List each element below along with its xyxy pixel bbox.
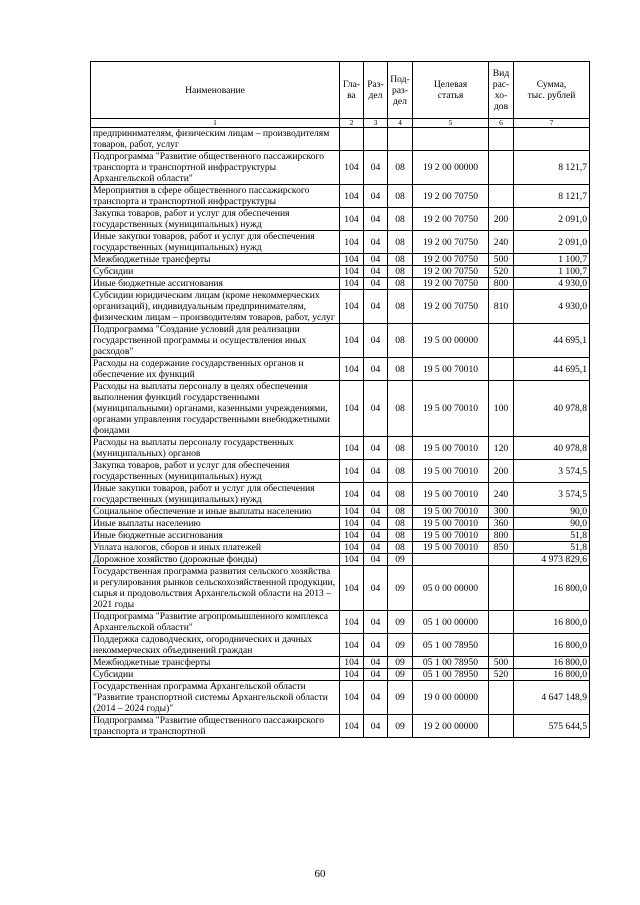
row-razdel: 04 — [364, 278, 388, 290]
row-summa: 3 574,5 — [514, 460, 590, 483]
header-vid: Вид рас- хо- дов — [489, 62, 514, 119]
table-row — [91, 290, 590, 324]
row-summa — [514, 128, 590, 151]
table-header-row — [91, 62, 590, 119]
row-vid: 800 — [489, 278, 514, 290]
row-glava: 104 — [340, 266, 364, 278]
row-podrazdel: 08 — [388, 483, 413, 506]
table-row — [91, 324, 590, 358]
col-number: 2 — [340, 119, 364, 128]
row-name: Субсидии юридическим лицам (кроме некоммерческих организаций), индивидуальным предпринимателям, физическим лицам – производителям товаров, работ, услуг — [91, 290, 340, 324]
table-row — [91, 566, 590, 611]
table-row — [91, 381, 590, 437]
row-summa: 4 930,0 — [514, 290, 590, 324]
row-glava: 104 — [340, 151, 364, 185]
row-summa: 90,0 — [514, 518, 590, 530]
row-razdel: 04 — [364, 358, 388, 381]
row-razdel: 04 — [364, 611, 388, 634]
row-glava: 104 — [340, 530, 364, 542]
row-razdel: 04 — [364, 518, 388, 530]
table-row — [91, 208, 590, 231]
row-glava: 104 — [340, 185, 364, 208]
row-glava: 104 — [340, 669, 364, 681]
row-razdel: 04 — [364, 185, 388, 208]
budget-table — [90, 61, 590, 738]
row-glava: 104 — [340, 566, 364, 611]
row-statya: 19 5 00 70010 — [413, 518, 489, 530]
row-statya: 19 2 00 70750 — [413, 231, 489, 254]
col-number: 1 — [91, 119, 340, 128]
row-name: Иные бюджетные ассигнования — [91, 530, 340, 542]
row-podrazdel: 09 — [388, 554, 413, 566]
row-name: Поддержка садоводческих, огороднических и дачных некоммерческих объединений граждан — [91, 634, 340, 657]
row-summa: 90,0 — [514, 506, 590, 518]
col-number: 3 — [364, 119, 388, 128]
row-name: Расходы на содержание государственных органов и обеспечение их функций — [91, 358, 340, 381]
row-name: предпринимателям, физическим лицам – производителям товаров, работ, услуг — [91, 128, 340, 151]
row-razdel: 04 — [364, 566, 388, 611]
table-row — [91, 151, 590, 185]
row-name: Государственная программа Архангельской области "Развитие транспортной системы Архангельской области (2014 – 2024 годы)" — [91, 681, 340, 715]
row-podrazdel: 08 — [388, 290, 413, 324]
row-statya: 05 0 00 00000 — [413, 566, 489, 611]
row-vid: 520 — [489, 669, 514, 681]
row-podrazdel: 09 — [388, 669, 413, 681]
row-summa: 16 800,0 — [514, 657, 590, 669]
row-vid — [489, 324, 514, 358]
row-name: Уплата налогов, сборов и иных платежей — [91, 542, 340, 554]
row-glava: 104 — [340, 518, 364, 530]
row-glava: 104 — [340, 278, 364, 290]
row-vid: 240 — [489, 483, 514, 506]
row-podrazdel: 08 — [388, 437, 413, 460]
row-podrazdel: 09 — [388, 681, 413, 715]
row-name: Закупка товаров, работ и услуг для обеспечения государственных (муниципальных) нужд — [91, 208, 340, 231]
row-podrazdel: 08 — [388, 151, 413, 185]
row-summa: 8 121,7 — [514, 151, 590, 185]
col-number: 6 — [489, 119, 514, 128]
row-name: Иные бюджетные ассигнования — [91, 278, 340, 290]
table-row — [91, 231, 590, 254]
row-glava — [340, 128, 364, 151]
row-razdel — [364, 128, 388, 151]
row-glava: 104 — [340, 634, 364, 657]
row-statya: 05 1 00 00000 — [413, 611, 489, 634]
row-glava: 104 — [340, 657, 364, 669]
col-number: 7 — [514, 119, 590, 128]
row-statya: 19 5 00 70010 — [413, 506, 489, 518]
row-glava: 104 — [340, 681, 364, 715]
row-razdel: 04 — [364, 290, 388, 324]
row-glava: 104 — [340, 324, 364, 358]
row-statya: 19 5 00 70010 — [413, 437, 489, 460]
row-summa: 44 695,1 — [514, 358, 590, 381]
row-podrazdel: 08 — [388, 460, 413, 483]
row-vid: 120 — [489, 437, 514, 460]
row-name: Социальное обеспечение и иные выплаты населению — [91, 506, 340, 518]
row-statya: 05 1 00 78950 — [413, 669, 489, 681]
row-razdel: 04 — [364, 151, 388, 185]
header-summa: Сумма, тыс. рублей — [514, 62, 590, 119]
row-statya — [413, 554, 489, 566]
row-statya: 19 2 00 00000 — [413, 151, 489, 185]
row-razdel: 04 — [364, 324, 388, 358]
row-statya: 19 2 00 70750 — [413, 185, 489, 208]
row-glava: 104 — [340, 231, 364, 254]
row-summa: 16 800,0 — [514, 634, 590, 657]
row-statya: 19 5 00 70010 — [413, 530, 489, 542]
table-row — [91, 460, 590, 483]
row-podrazdel: 08 — [388, 506, 413, 518]
row-statya: 19 2 00 70750 — [413, 266, 489, 278]
table-row — [91, 554, 590, 566]
row-statya: 19 5 00 70010 — [413, 381, 489, 437]
row-summa: 3 574,5 — [514, 483, 590, 506]
row-name: Государственная программа развития сельского хозяйства и регулирования рынков сельскохозяйственной продукции, сырья и продовольствия Архангельской области на 2013 – 2021 годы — [91, 566, 340, 611]
row-podrazdel: 08 — [388, 208, 413, 231]
row-razdel: 04 — [364, 231, 388, 254]
row-podrazdel: 08 — [388, 542, 413, 554]
row-glava: 104 — [340, 208, 364, 231]
table-row — [91, 483, 590, 506]
row-name: Межбюджетные трансферты — [91, 254, 340, 266]
row-vid — [489, 151, 514, 185]
row-podrazdel: 08 — [388, 530, 413, 542]
row-name: Подпрограмма "Развитие агропромышленного комплекса Архангельской области" — [91, 611, 340, 634]
row-vid: 520 — [489, 266, 514, 278]
table-row — [91, 530, 590, 542]
row-statya: 19 2 00 70750 — [413, 254, 489, 266]
row-summa: 16 800,0 — [514, 566, 590, 611]
row-summa: 40 978,8 — [514, 437, 590, 460]
row-razdel: 04 — [364, 266, 388, 278]
table-row — [91, 254, 590, 266]
header-name: Наименование — [91, 62, 340, 119]
table-row — [91, 358, 590, 381]
row-statya: 05 1 00 78950 — [413, 657, 489, 669]
table-row — [91, 437, 590, 460]
row-podrazdel: 08 — [388, 254, 413, 266]
row-vid — [489, 128, 514, 151]
row-glava: 104 — [340, 483, 364, 506]
row-name: Межбюджетные трансферты — [91, 657, 340, 669]
row-vid: 200 — [489, 208, 514, 231]
row-podrazdel: 09 — [388, 715, 413, 738]
row-statya: 19 5 00 00000 — [413, 324, 489, 358]
header-razdel: Раз- дел — [364, 62, 388, 119]
row-podrazdel: 08 — [388, 266, 413, 278]
row-vid: 300 — [489, 506, 514, 518]
row-summa: 4 930,0 — [514, 278, 590, 290]
row-summa: 16 800,0 — [514, 669, 590, 681]
table-row — [91, 506, 590, 518]
row-glava: 104 — [340, 715, 364, 738]
row-razdel: 04 — [364, 208, 388, 231]
row-summa: 51,8 — [514, 530, 590, 542]
row-vid — [489, 611, 514, 634]
row-podrazdel: 08 — [388, 278, 413, 290]
row-razdel: 04 — [364, 530, 388, 542]
row-statya: 19 5 00 70010 — [413, 358, 489, 381]
row-statya: 05 1 00 78950 — [413, 634, 489, 657]
row-vid — [489, 185, 514, 208]
row-podrazdel: 08 — [388, 518, 413, 530]
row-razdel: 04 — [364, 381, 388, 437]
row-razdel: 04 — [364, 483, 388, 506]
row-name: Подпрограмма "Создание условий для реализации государственной программы и осуществления иных расходов" — [91, 324, 340, 358]
row-name: Иные закупки товаров, работ и услуг для обеспечения государственных (муниципальных) нужд — [91, 231, 340, 254]
row-summa: 4 973 829,6 — [514, 554, 590, 566]
page-number: 60 — [314, 868, 326, 880]
row-name: Подпрограмма "Развитие общественного пассажирского транспорта и транспортной — [91, 715, 340, 738]
row-vid: 500 — [489, 254, 514, 266]
row-vid: 850 — [489, 542, 514, 554]
row-vid — [489, 715, 514, 738]
table-body — [91, 128, 590, 738]
table-row — [91, 669, 590, 681]
row-statya: 19 2 00 70750 — [413, 290, 489, 324]
table-row — [91, 634, 590, 657]
row-podrazdel: 09 — [388, 657, 413, 669]
row-vid — [489, 554, 514, 566]
row-name: Расходы на выплаты персоналу государственных (муниципальных) органов — [91, 437, 340, 460]
row-summa: 40 978,8 — [514, 381, 590, 437]
table-row — [91, 681, 590, 715]
row-podrazdel: 08 — [388, 231, 413, 254]
table-row — [91, 715, 590, 738]
header-podrazdel: Под- раз- дел — [388, 62, 413, 119]
row-glava: 104 — [340, 437, 364, 460]
row-statya: 19 5 00 70010 — [413, 483, 489, 506]
row-statya — [413, 128, 489, 151]
row-summa: 4 647 148,9 — [514, 681, 590, 715]
row-razdel: 04 — [364, 542, 388, 554]
row-summa: 1 100,7 — [514, 266, 590, 278]
row-podrazdel: 09 — [388, 566, 413, 611]
row-statya: 19 2 00 70750 — [413, 278, 489, 290]
row-razdel: 04 — [364, 506, 388, 518]
col-number: 4 — [388, 119, 413, 128]
table-row — [91, 657, 590, 669]
row-glava: 104 — [340, 554, 364, 566]
row-vid: 360 — [489, 518, 514, 530]
row-name: Субсидии — [91, 266, 340, 278]
row-podrazdel: 09 — [388, 634, 413, 657]
table-row — [91, 542, 590, 554]
row-glava: 104 — [340, 460, 364, 483]
table-row — [91, 518, 590, 530]
row-razdel: 04 — [364, 437, 388, 460]
row-name: Иные выплаты населению — [91, 518, 340, 530]
row-razdel: 04 — [364, 657, 388, 669]
row-razdel: 04 — [364, 715, 388, 738]
row-podrazdel — [388, 128, 413, 151]
row-razdel: 04 — [364, 681, 388, 715]
row-name: Мероприятия в сфере общественного пассажирского транспорта и транспортной инфраструктуры — [91, 185, 340, 208]
row-glava: 104 — [340, 542, 364, 554]
row-podrazdel: 08 — [388, 358, 413, 381]
row-vid: 810 — [489, 290, 514, 324]
row-vid — [489, 634, 514, 657]
row-summa: 575 644,5 — [514, 715, 590, 738]
header-glava: Гла- ва — [340, 62, 364, 119]
table-row — [91, 128, 590, 151]
row-vid: 800 — [489, 530, 514, 542]
row-summa: 1 100,7 — [514, 254, 590, 266]
row-razdel: 04 — [364, 634, 388, 657]
row-name: Закупка товаров, работ и услуг для обеспечения государственных (муниципальных) нужд — [91, 460, 340, 483]
row-vid — [489, 681, 514, 715]
row-glava: 104 — [340, 506, 364, 518]
row-vid: 100 — [489, 381, 514, 437]
row-name: Подпрограмма "Развитие общественного пассажирского транспорта и транспортной инфраструктуры Архангельской области" — [91, 151, 340, 185]
row-podrazdel: 08 — [388, 324, 413, 358]
row-podrazdel: 09 — [388, 611, 413, 634]
row-vid: 240 — [489, 231, 514, 254]
row-summa: 2 091,0 — [514, 231, 590, 254]
table-row — [91, 278, 590, 290]
row-vid: 200 — [489, 460, 514, 483]
row-razdel: 04 — [364, 254, 388, 266]
col-number: 5 — [413, 119, 489, 128]
column-number-row — [91, 119, 590, 128]
row-glava: 104 — [340, 290, 364, 324]
row-podrazdel: 08 — [388, 381, 413, 437]
row-statya: 19 5 00 70010 — [413, 542, 489, 554]
row-name: Субсидии — [91, 669, 340, 681]
row-summa: 16 800,0 — [514, 611, 590, 634]
row-name: Дорожное хозяйство (дорожные фонды) — [91, 554, 340, 566]
row-vid — [489, 358, 514, 381]
row-razdel: 04 — [364, 460, 388, 483]
row-razdel: 04 — [364, 669, 388, 681]
row-vid — [489, 566, 514, 611]
row-name: Расходы на выплаты персоналу в целях обеспечения выполнения функций государственными (муниципальными) органами, казенными учреждениями, органами управления государственными внебюджетными фондами — [91, 381, 340, 437]
row-statya: 19 0 00 00000 — [413, 681, 489, 715]
table-row — [91, 611, 590, 634]
row-glava: 104 — [340, 381, 364, 437]
row-summa: 8 121,7 — [514, 185, 590, 208]
table-row — [91, 185, 590, 208]
row-summa: 51,8 — [514, 542, 590, 554]
row-razdel: 04 — [364, 554, 388, 566]
row-glava: 104 — [340, 254, 364, 266]
row-podrazdel: 08 — [388, 185, 413, 208]
row-glava: 104 — [340, 611, 364, 634]
row-glava: 104 — [340, 358, 364, 381]
row-statya: 19 2 00 70750 — [413, 208, 489, 231]
header-statya: Целевая статья — [413, 62, 489, 119]
row-name: Иные закупки товаров, работ и услуг для обеспечения государственных (муниципальных) нужд — [91, 483, 340, 506]
row-summa: 2 091,0 — [514, 208, 590, 231]
table-row — [91, 266, 590, 278]
row-statya: 19 5 00 70010 — [413, 460, 489, 483]
row-vid: 500 — [489, 657, 514, 669]
row-statya: 19 2 00 00000 — [413, 715, 489, 738]
row-summa: 44 695,1 — [514, 324, 590, 358]
